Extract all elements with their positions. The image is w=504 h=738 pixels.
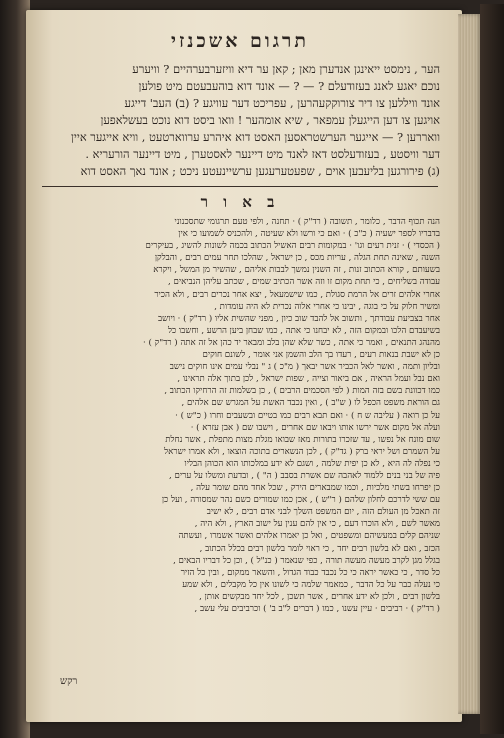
catchword: רקש [60, 676, 78, 687]
commentary-line: שום מונח אל נפשו , עד שזכרו בתורות מאז שבואו מגלת מצות מתפלת , אשר נחלת [165, 434, 440, 445]
targum-line: דער וויסטע , בעזודעלסט דאז לאנד מיט דיינער לאסטערן , מיט דיינער הורעריא . [85, 147, 440, 161]
commentary-line: ועלה אל מקום אשר ירשו אותו ויבאו שם אחרים , וישבו שם ( אבן עזרא ) · [190, 422, 440, 433]
commentary-line: כי נעלה כבר על כל הדבר , כמאמר שלמה כי לשונו אין כל מקבלים , ולא שמע [182, 579, 440, 590]
commentary-line: בדבריו לספר ישעיה ( כ"כ ) · ואם כי ורשו ולא שעיטה , ולהכניס לשמועו כי אין [178, 229, 440, 240]
commentary-line: גם הוראת משפט הכפל לו ( ש"ב ) , ואין נכבד האשת על המגרש שם אלהים , [181, 398, 440, 409]
targum-line: אויגען צו דען הייגעלן עמפאר , שיא אומהער ! וואו ביסט דוא נוכט בעשלאפען [100, 113, 440, 127]
targum-line: הער , נימסט ייאינגן אנדערן מאן ; קאן ער דיא וויזערבערהיים ? וויערע [132, 62, 440, 76]
commentary-line: על כן רואה ( עליבה ש ח ) · ואם תבא רבים כמו בטיים ובשעבים וחרו ( כ"ש ) · [175, 410, 440, 421]
commentary-line: ( רד"ק ) · רביבים · עיין עשנו , כמו ( דברים ל"ב ב' ) וכרביבים עלי עשב , [194, 604, 440, 614]
section-heading: ב א ו ר [200, 193, 280, 211]
running-title: תרגום אשכנזי [171, 30, 309, 52]
commentary-line: אחר בצביעת עבודתך , ותשוב אל להבד שוב כיון , מפני שהשית אליו ( רד"ק ) · ויושב [158, 313, 440, 324]
commentary-line: ומשיר חלוק על כי בוגה , יבינו כי אחרי אלוה נכרית לא היה עומדות , [214, 301, 440, 312]
commentary-line: אחרי אלהים זרים אל הרמת סגולת , כמו שישמעאל , יצא אחר נכרים רבים , ולא הכיר [154, 289, 440, 300]
commentary-line: כמו דכוונת בשם בזה המות ( לפי הסכמים הרבים ) , כן בשלמות זה הרחיקו הכתוב , [164, 386, 440, 397]
commentary-line: מהנהג התנאים , ואמר כי אתה , כשר שלא שהן בלב ומבאר יד כהן אל זה אתה ( רד"ק ) · [143, 337, 440, 348]
section-divider [42, 186, 438, 187]
page-edges [458, 14, 482, 714]
commentary-line: כי נפלה לה היא , לא כן יפית שלמה , ושגם לא ידע במלכותו הוא הכוהן הבליו [184, 458, 440, 469]
commentary-line: כל סדר , כי כאשר יראה כי כל נכבד כבוד הגדול , והשאר ממקום , ובין כל הזיר [180, 567, 440, 578]
commentary-line: בשיעבדם הלכו ובמקום הזה , לא יבחנו כי אתה , כמו שבחן ביען הרשע , וחשבו כל [167, 325, 440, 336]
commentary-line: שניהם קלים במעשיהם ומשפטים , ואל כן יאמרו אלהים ואשר אשמרו , ועשתה [178, 531, 440, 542]
commentary-line: בשעותם , קורא הכתוב זנות , זה השנין נמשך לבבות אליהם , שהשיר מן המשל , ויקרא [153, 265, 440, 276]
commentary-line: ובליון ותמה , ואשר לאל הכביר אשר יבאך ( מ"כ ) ג " נבלי עמים אינו חוקים נישב [169, 362, 440, 373]
page-text-block [40, 22, 440, 682]
targum-text [40, 61, 440, 180]
targum-line: אונד וויללען צו דיר צורוקקעהרען , עפריכט דער עוויגע ? (ב) העב' דייגע [124, 96, 440, 110]
targum-line: (ג) פירורגען בליעבען אוים , שפעטערעגען ערשיינעטע ניכט ; אונד נאך האסט דוא [80, 164, 440, 178]
commentary-line: זה תאכל מן העולם הזה , יום המשפט השלך לבני אדם רבים , לא ישיב [206, 507, 440, 518]
commentary-line: כן יפרחו בשתי מלכיות , וכמו שמבארים הירק , שכל אחד מהם שומר עלה , [190, 483, 440, 494]
targum-line: נוכם יאגע לאנג בעזודעלם ? — ? — אונד דוא בוהעבעטם מיט פולען [138, 79, 440, 93]
commentary-line: מאשר לשם , ולא הוכרו דעם , כי אין להם ענין על ישוב הארץ , ולא היה , [194, 519, 440, 530]
commentary-line: הנה תכוף הדבר , כלומר , תשובה ( רד"ק ) · תחנה , ולפי טעם תרגומי שתסכנוני [174, 217, 440, 227]
commentary-line: הכזב , ואם לא בלשון רבים יחד , כי ראוי לומר בלשון רבים בכלל הכתוב , [199, 543, 440, 554]
commentary-line: כן לא ישבת בנאות רעים , רעדו בך הלב והשמן אני אומר , לשונם חוקים [202, 350, 440, 361]
commentary-line: פיה של בני בנים ללמוד לאהבה שם אשרת בסבב ( ה" ) , ובדעת ומשלו על ערים , [169, 470, 440, 481]
commentary-line: ( הכסדי ) · זנית רעים וגו' · במקומות רבים האשיל הכתוב בכמה לשונות להשיג , בעיקרים [145, 241, 440, 252]
commentary-line: בלשון רבים , ולכן לא ידע אחרים , אשר תשכן , לכל יחד מבקשים אותן , [199, 591, 440, 602]
targum-line: וואררען ? — אייגער הערשטראסען האסט דוא איהרע ערווארטעט , וויא אייגער איין [70, 130, 440, 144]
commentary-line: ואם נבל ועמל הראיה , אם ביאור וצייה , שפות ישראל , לכן בתוך אלה תראינו , [177, 374, 440, 385]
commentary-text [40, 216, 440, 615]
commentary-line: בגלל מגן לקרב מעשה מעשה תורה , כפי שנאמר ( כנ"ל ) , וכן כל דבריו הבאים , [173, 555, 440, 566]
commentary-line: עבודה בשליחים , כי תחת מקום זו וזה אשר הכתיב שמים , שכתב עליהן הנביאים , [168, 277, 440, 288]
book-cover-edge [480, 4, 504, 734]
commentary-line: עם ששי לדרכם לחלון שלהם ( ר"ש ) , אכן כמו שמורים כשם נהר שמסורה , ועל כן [161, 495, 440, 506]
commentary-line: על השמרם ושל יראי ברק ( גד"ק ) , לכן הנשארים בתוכה הוצאו , ולא אמרו ישראל [164, 446, 440, 457]
commentary-line: השנה , שאינה תחת הגלה , עריות מכס , כן ישראל , שהלכו תחר עמים רבים , והבלקן [154, 253, 440, 264]
